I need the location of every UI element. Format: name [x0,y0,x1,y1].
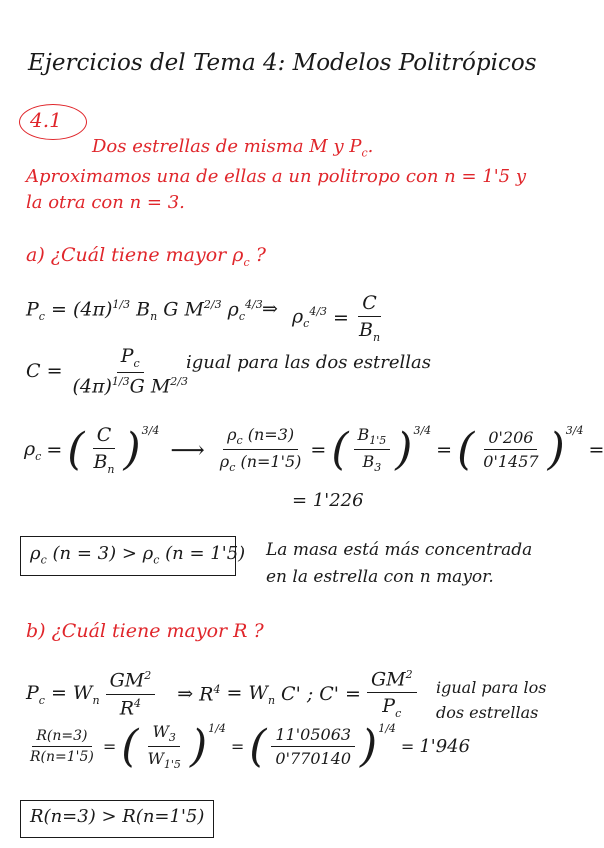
part-b-question: b) ¿Cuál tiene mayor R ? [26,620,264,642]
part-b-note-2: dos estrellas [436,703,539,722]
implies-arrow: ⇒ [262,298,278,320]
statement-line-2: Aproximamos una de ellas a un politropo con n = 1'5 y [26,166,527,187]
part-b-equation-2: $\frac{R(n=3)}{R(n=1'5)}$ = ( $\frac{W_3}{W_{1'5}}$ ) 1/4 = ( $\frac{11'05063}{0'770140}$ ) 1/4 = 1'946 [30,720,471,772]
statement-line-1: Dos estrellas de misma M y $P_c$. [92,136,374,160]
page-title: Ejercicios del Tema 4: Modelos Politrópicos [28,50,537,76]
c-note: igual para las dos estrellas [186,352,432,373]
part-a-question: a) ¿Cuál tiene mayor $\rho_c$ ? [26,244,266,269]
problem-number: 4.1 [30,108,62,132]
part-a-conclusion-1: La masa está más concentrada [266,540,533,560]
part-a-conclusion-2: en la estrella con n mayor. [266,567,494,587]
part-b-equation-1: $P_c$ = $W_n$ $\frac{GM^2}{R^4}$ ⇒ $R^4$ = $W_n$ C' ; C' = $\frac{GM^2}{P_c}$ [26,668,417,720]
c-definition: C = $\frac{P_c}{(4\pi)^{1/3}G M^{2/3}}$ [26,345,188,398]
part-a-equation-1: $P_c = (4\pi)^{1/3}$ $B_n$ G $M^{2/3}$ $\rho_c^{4/3}$ [26,298,263,324]
part-a-boxed-text: $\rho_c$ $(n = 3) > \rho_c$ (n = 1'5) [30,543,246,567]
part-b-note-1: igual para los [436,678,547,697]
part-a-equation-1b: $\rho_c^{4/3}$ = $\frac{C}{B_n}$ [292,292,381,344]
part-a-result: = 1'226 [292,490,364,511]
statement-line-3: la otra con n = 3. [26,192,185,213]
part-a-equation-2: $\rho_c$ = ( $\frac{C}{B_n}$ ) 3/4 ⟶ $\frac{\rho_c (n=3)}{\rho_c (n=1'5)}$ = ( $\frac{B_{1'5}}{B_3}$ ) 3/4 = ( $\frac{0'206}{0'1457}$ ) 3/4 = [24,423,604,476]
part-b-boxed-text: R(n=3) > R(n=1'5) [30,806,205,827]
